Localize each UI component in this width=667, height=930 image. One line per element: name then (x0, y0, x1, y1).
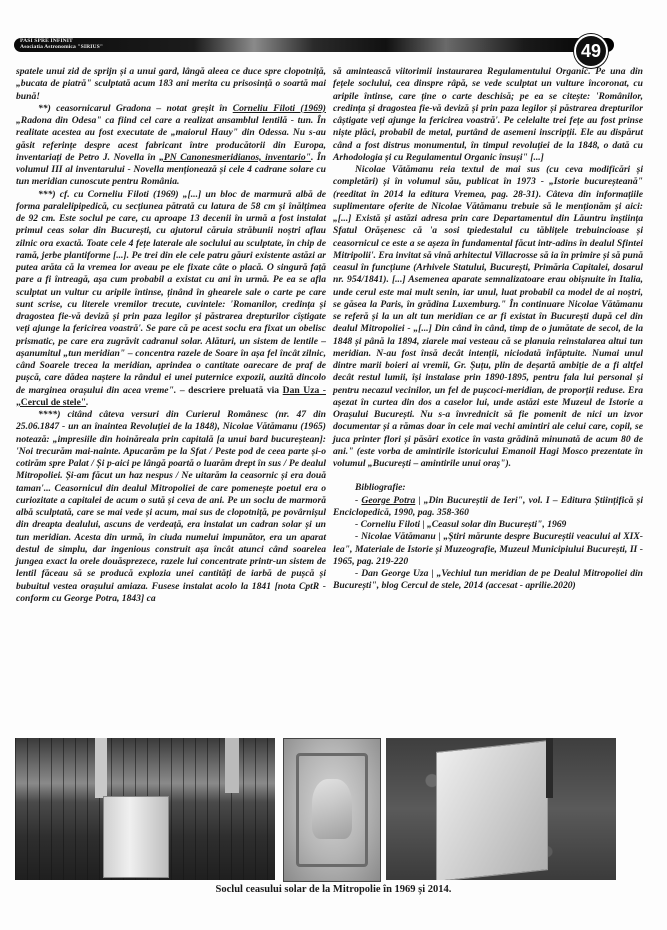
publication-title: PASI SPRE INFINIT (20, 38, 73, 44)
text: . În volumul III al inventarului - Novella menționează și cele 4 cadrane solare cu tun meridian cunoscute pentru România. (16, 151, 326, 188)
photo-eagle-relief (283, 738, 381, 882)
photo-detail (103, 796, 169, 878)
text: Nicolae Vătămanu (360, 531, 436, 543)
bibliography-entry (333, 519, 643, 531)
photo-detail (546, 738, 553, 798)
text: . (86, 396, 89, 408)
text: | „Vechiul tun meridian de pe Dealul Mitropoliei din București", blog Cercul de stele, 2014 (accesat - aprilie.2020) (333, 568, 643, 592)
text: Dan George Uza (361, 568, 429, 579)
spacer (333, 470, 643, 482)
footnote-2 (16, 103, 326, 189)
text: – descriere preluată via (176, 384, 283, 396)
right-column (333, 66, 643, 593)
paragraph: Nicolae Vătămanu reia textul de mai sus (cu ceva modificări și completări) și în volumul său, publicat în 1973 - „Istorie bucureșteană" (reeditat în 2014 la editura Vremea, pag. 28-31). Câteva din informațiile suplimentare oferite de Nicolae Vătămanu trebuie să le menționăm și aici: „[...] Există și astăzi adresa prin care Departamentul din Lăuntru înștiința Sfatul Orășenesc că 'a sosi tpiedestalul cu tăblițele trebuincioase și ceasornicul ce este a se așeza în fundamental făcut intr-adins în dealul Sfintei Mitripolii'. Era invitat să vină arhitectul Villacrosse să ia în primire și să pună ceasul în funcțiune (Arhivele Statului, București, Primăria Capitalei, dosarul nr. 954/1841). [...] Asemenea aparate semnalizatoare erau obișnuite în Italia, unde cerul este mai mult senin, iar unul, luat probabil ca model de ai noștri, se găsea la Paris, în grădina Luxemburg." În continuare Nicolae Vătămanu se referă și la un alt tun meridian ce ar fi existat în București după cel din dealul Mitropoliei - „[...] Din când în când, timp de o jumătate de secol, de la 1848 și până la 1894, ziarele mai vesteau că se planuia reinstalarea altui tun meridian. N-au fost însă decât intenții, niciodată înfăptuite. Numai unul dintre marii boieri ai vremii, Gr. Șuțu, plin de deșartă ambiție de a fi altfel decât restul lumii, își instalase prin 1890-1895, pentru fala lui personal și pentru necazul vecinilor, un fel de pușcoci-meridian, de proporții reduse. Era așezat în curtea din dos a caselor lui, unde astăzi este Muzeul de Istorie a Orașului București. Nu s-a învrednicit să fie pomenit de nici un izvor documentar și a rămas doar în cele mai vechi amintiri ale celui care, copil, se juca printer flori și păsări exotice în vasta grădină minunată de acum 80 de ani." (este vorba de amintirile istoricului Emanoil Hagi Mosco prezentate în volumul „București – amintirile unui oraș"). (333, 164, 643, 469)
footnote-3 (16, 189, 326, 410)
photo-plinth-1969 (15, 738, 275, 880)
bibliography-entry (333, 531, 643, 568)
text: **) ceasornicarul Gradona – notat greșit în (38, 102, 233, 114)
paragraph: spatele unui zid de sprijn și a unui gard, lângă aleea ce duce spre clopotniță, „bucata de piatră" sculptată acum 183 ani merita cu prisosință o soartă mai bună! (16, 66, 326, 102)
link-corneliu-filoti[interactable]: Corneliu Filoti (1969) (232, 102, 327, 114)
link-pn-canonesmeridianos[interactable]: „PN Canonesmeridianos, inventario" (159, 151, 311, 163)
text: - (355, 568, 362, 579)
publication-header (20, 38, 103, 50)
text: - (355, 531, 361, 543)
text: | „Ceasul solar din București", 1969 (420, 519, 567, 530)
bibliography-entry (333, 568, 643, 593)
text: - (355, 519, 361, 530)
link-george-potra[interactable]: George Potra (361, 494, 416, 506)
figure-caption: Soclul ceasului solar de la Mitropolie în 1969 și 2014. (215, 884, 452, 895)
text: „Radona din Odesa" ca fiind cel care a realizat ansamblul lentilă - tun. În realitate acestea au fost executate de „maiorul Hauy" din Odessa. Nu s-au găsit referințe despre acest fabricant între producătorii din Europa, inventariați de Petro J. Novella în (16, 115, 326, 163)
text: - (355, 494, 362, 506)
left-column (16, 66, 326, 605)
text: | „Știri mărunte despre Bucureștii veacului al XIX-lea", Materiale de Istorie și Muzeografie, Muzeul Municipiului București, II - 1965, pag. 219-220 (333, 531, 643, 567)
bibliography-title: Bibliografie: (355, 482, 406, 494)
footnote-4: ****) citând câteva versuri din Curierul Românesc (nr. 47 din 25.06.1847 - un an înaintea Revoluției de la 1848), Nicolae Vătămanu (1965) notează: „impresiile din hoinăreala prin capitală [a unui bard bucureștean]: 'Noi trecurăm mai-nainte. Apucarăm pe la Sfat / Peste pod de ceea parte și-o cotirăm spre Palat / Și p-aici pe lângă poartă o luarăm drept în sus / Pe dealul Mitropoliei. Și-am făcut un haz nespus / Ne uitarăm la ceasornic și era două taman'... Ceasornicul din dealul Mitropoliei de care pomenește poetul era o curiozitate a capitalei de acum o sută și ceva de ani. Pe un soclu de marmoră albă sculptată, care se mai vede și acum, mai sus de clopotniță, pe povârnișul din dreapta dealului, ascuns de verdeață, era instalat un cadran solar și un tun meridian. Acesta din urmă, în ciuda numelui impunător, era un aparat destul de simplu, dar ingenious construit așa încât atunci când soarelea jungea exact la orele douăsprezece, razele lui concentrate printr-un sistem de lentil făceau să se producă explozia unei cantități de iarbă de pușcă și bubuitul vestea orașului amiaza. Fusese instalat acolo la 1841 [nota CptR - conform cu George Potra, 1843] ca (16, 409, 326, 604)
link-dan-uza[interactable]: Dan Uza - „Cercul de stele" (16, 384, 326, 408)
text: ***) cf. cu Corneliu Filoti (1969) „[...] un bloc de marmură albă de forma paralelipipedică, cu secțiunea pătrată cu latura de 58 cm și înălțimea de 92 cm. Este soclul pe care, cu aproape 13 decenii în urmă a fost instalat primul ceas solar din București, cu ajutorul căruia străbunii noștri aflau zilnic ora exactă. Toate cele 4 fețe laterale ale soclului au sculptate, în chip de ramă, jerbe plantiforme [...]. Pe trei din ele cele patru găuri existente astăzi ar putea arăta că la vremea lor aveau pe ele fixate câte o placă. O singură față pare a fi întreagă, așa cum probabil a existat cu ani în urmă. Pe ea se afla sculptat un vultur cu aripile întinse, ținând în ghearele sale o carte pe care sunt scrise, cu literele vremilor trecute, cuvintele: 'Romanilor, credința și dragostea fie-vă deviză și prin paza legilor și păstrarea drepturilor cîștigate veți ajunge la fericirea voastră'. Se pare că pe acest soclu era fixat un obelisc prismatic, pe care era zugrăvit cadranul solar. Alături, un sistem de lentile – așanumitul „tun meridian" – concentra razele de Soare în așa fel încât zilnic, când Soarele trecea la meridian, aprindea o cantitate oarecare de praf de pușcă, care dădea naștere la rândul ei unei puternice expozii, auzită dincolo de marginea orașului din acea vreme". (16, 188, 326, 396)
publication-subtitle: Asociatia Astronomica "SIRIUS" (20, 44, 104, 50)
photo-plinth-2014 (386, 738, 616, 880)
header-banner (14, 38, 614, 52)
photo-detail (95, 738, 107, 798)
photo-detail (312, 779, 352, 839)
paragraph: să amintească viitorimii instaurarea Regulamentului Organic. Pe una din fețele soclului, cea dinspre râpă, se vede sculptat un vulture încoronat, cu aripile întinse, care ține o carte deschisă; pe ea se citește: 'Românilor, credința și dragostea fie-vă deviză și prin paza legilor și păstrarea drepturilor câștigate veți ajunge la fericirea voastră'. Pe celelalte trei fețe au fost prinse niște plăci, probabil de metal, purtând de asemeni inscripții. Ele au dispărut când a fost distrus monumentul, în timpul revoluției de la 1848, o dată cu Arhodologia și cu Regulamentul Organic însuși" [...] (333, 66, 643, 163)
text: | „Din Bucureștii de Ieri", vol. I – Editura Științifică și Enciclopedică, 1990, pag. 358-360 (333, 494, 644, 518)
photo-detail (436, 740, 548, 880)
bibliography-entry (333, 495, 643, 520)
photo-detail (225, 738, 239, 793)
page-number-badge: 49 (574, 34, 608, 68)
text: Corneliu Filoti (360, 519, 421, 530)
